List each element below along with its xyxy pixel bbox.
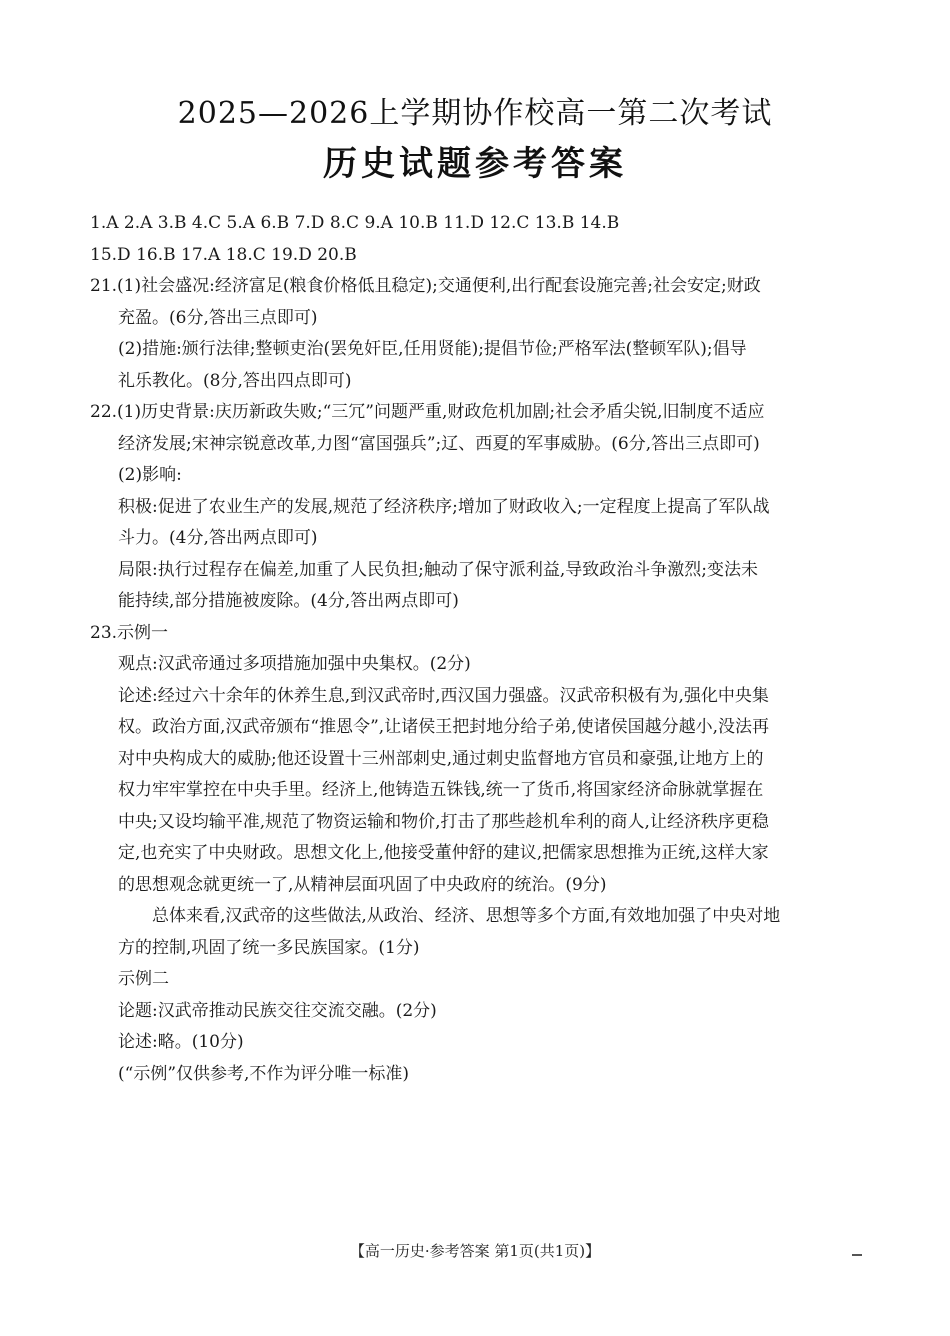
q22-part1-line2: 经济发展;宋神宗锐意改革,力图“富国强兵”;辽、西夏的军事威胁。(6分,答出三点即可)	[118, 433, 760, 454]
q23-viewpoint: 观点:汉武帝通过多项措施加强中央集权。(2分)	[118, 654, 471, 674]
q23-note: (“示例”仅供参考,不作为评分唯一标准)	[118, 1063, 410, 1084]
q23-summary-line1: 总体来看,汉武帝的这些做法,从政治、经济、思想等多个方面,有效地加强了中央对地	[152, 906, 781, 926]
q23-argument2: 论述:略。(10分)	[118, 1032, 244, 1052]
q21-part2-line1: (2)措施:颁行法律;整顿吏治(罢免奸臣,任用贤能);提倡节俭;严格军法(整顿军队);倡导	[118, 339, 747, 359]
q23-argument-line5: 中央;又设均输平准,规范了物资运输和物价,打击了那些趁机牟利的商人,让经济秩序更稳	[118, 811, 769, 832]
q22-limitation-line1: 局限:执行过程存在偏差,加重了人民负担;触动了保守派利益,导致政治斗争激烈;变法未	[118, 559, 758, 580]
q23-argument-line4: 权力牢牢掌控在中央手里。经济上,他铸造五铢钱,统一了货币,将国家经济命脉就掌握在	[118, 780, 764, 800]
document-subtitle: 历史试题参考答案	[323, 144, 627, 184]
q21-part1-line1: 21.(1)社会盛况:经济富足(粮食价格低且稳定);交通便利,出行配套设施完善;社会安定;财政	[90, 276, 761, 296]
mc-answers-line-2: 15.D 16.B 17.A 18.C 19.D 20.B	[90, 244, 357, 265]
q23-argument-line7: 的思想观念就更统一了,从精神层面巩固了中央政府的统治。(9分)	[118, 874, 607, 895]
q22-limitation-line2: 能持续,部分措施被废除。(4分,答出两点即可)	[118, 591, 459, 611]
page-footer: 【高一历史·参考答案 第1页(共1页)】	[349, 1242, 601, 1260]
q22-positive-line1: 积极:促进了农业生产的发展,规范了经济秩序;增加了财政收入;一定程度上提高了军队战	[118, 496, 770, 517]
q22-part2-heading: (2)影响:	[118, 465, 182, 485]
answer-content	[90, 208, 865, 1090]
corner-mark	[852, 1254, 862, 1256]
exam-title: 2025—2026上学期协作校高一第二次考试	[177, 96, 773, 131]
q23-argument-line6: 定,也充实了中央财政。思想文化上,他接受董仲舒的建议,把儒家思想推为正统,这样大家	[118, 843, 769, 863]
q23-example2-heading: 示例二	[118, 969, 169, 989]
q23-example1-heading: 23.示例一	[90, 622, 169, 643]
q21-part2-line2: 礼乐教化。(8分,答出四点即可)	[118, 370, 352, 391]
q23-argument-line2: 权。政治方面,汉武帝颁布“推恩令”,让诸侯王把封地分给子弟,使诸侯国越分越小,没法再	[118, 717, 769, 737]
mc-answers-line-1: 1.A 2.A 3.B 4.C 5.A 6.B 7.D 8.C 9.A 10.B 11.D 12.C 13.B 14.B	[90, 213, 620, 233]
q21-part1-line2: 充盈。(6分,答出三点即可)	[118, 307, 318, 328]
q22-part1-line1: 22.(1)历史背景:庆历新政失败;“三冗”问题严重,财政危机加剧;社会矛盾尖锐,旧制度不适应	[90, 402, 765, 422]
q22-positive-line2: 斗力。(4分,答出两点即可)	[118, 528, 318, 548]
q23-summary-line2: 方的控制,巩固了统一多民族国家。(1分)	[118, 937, 420, 958]
q23-argument-line3: 对中央构成大的威胁;他还设置十三州部刺史,通过刺史监督地方官员和豪强,让地方上的	[118, 748, 764, 769]
q23-argument-line1: 论述:经过六十余年的休养生息,到汉武帝时,西汉国力强盛。汉武帝积极有为,强化中央集	[118, 685, 769, 706]
q23-topic: 论题:汉武帝推动民族交往交流交融。(2分)	[118, 1000, 437, 1021]
